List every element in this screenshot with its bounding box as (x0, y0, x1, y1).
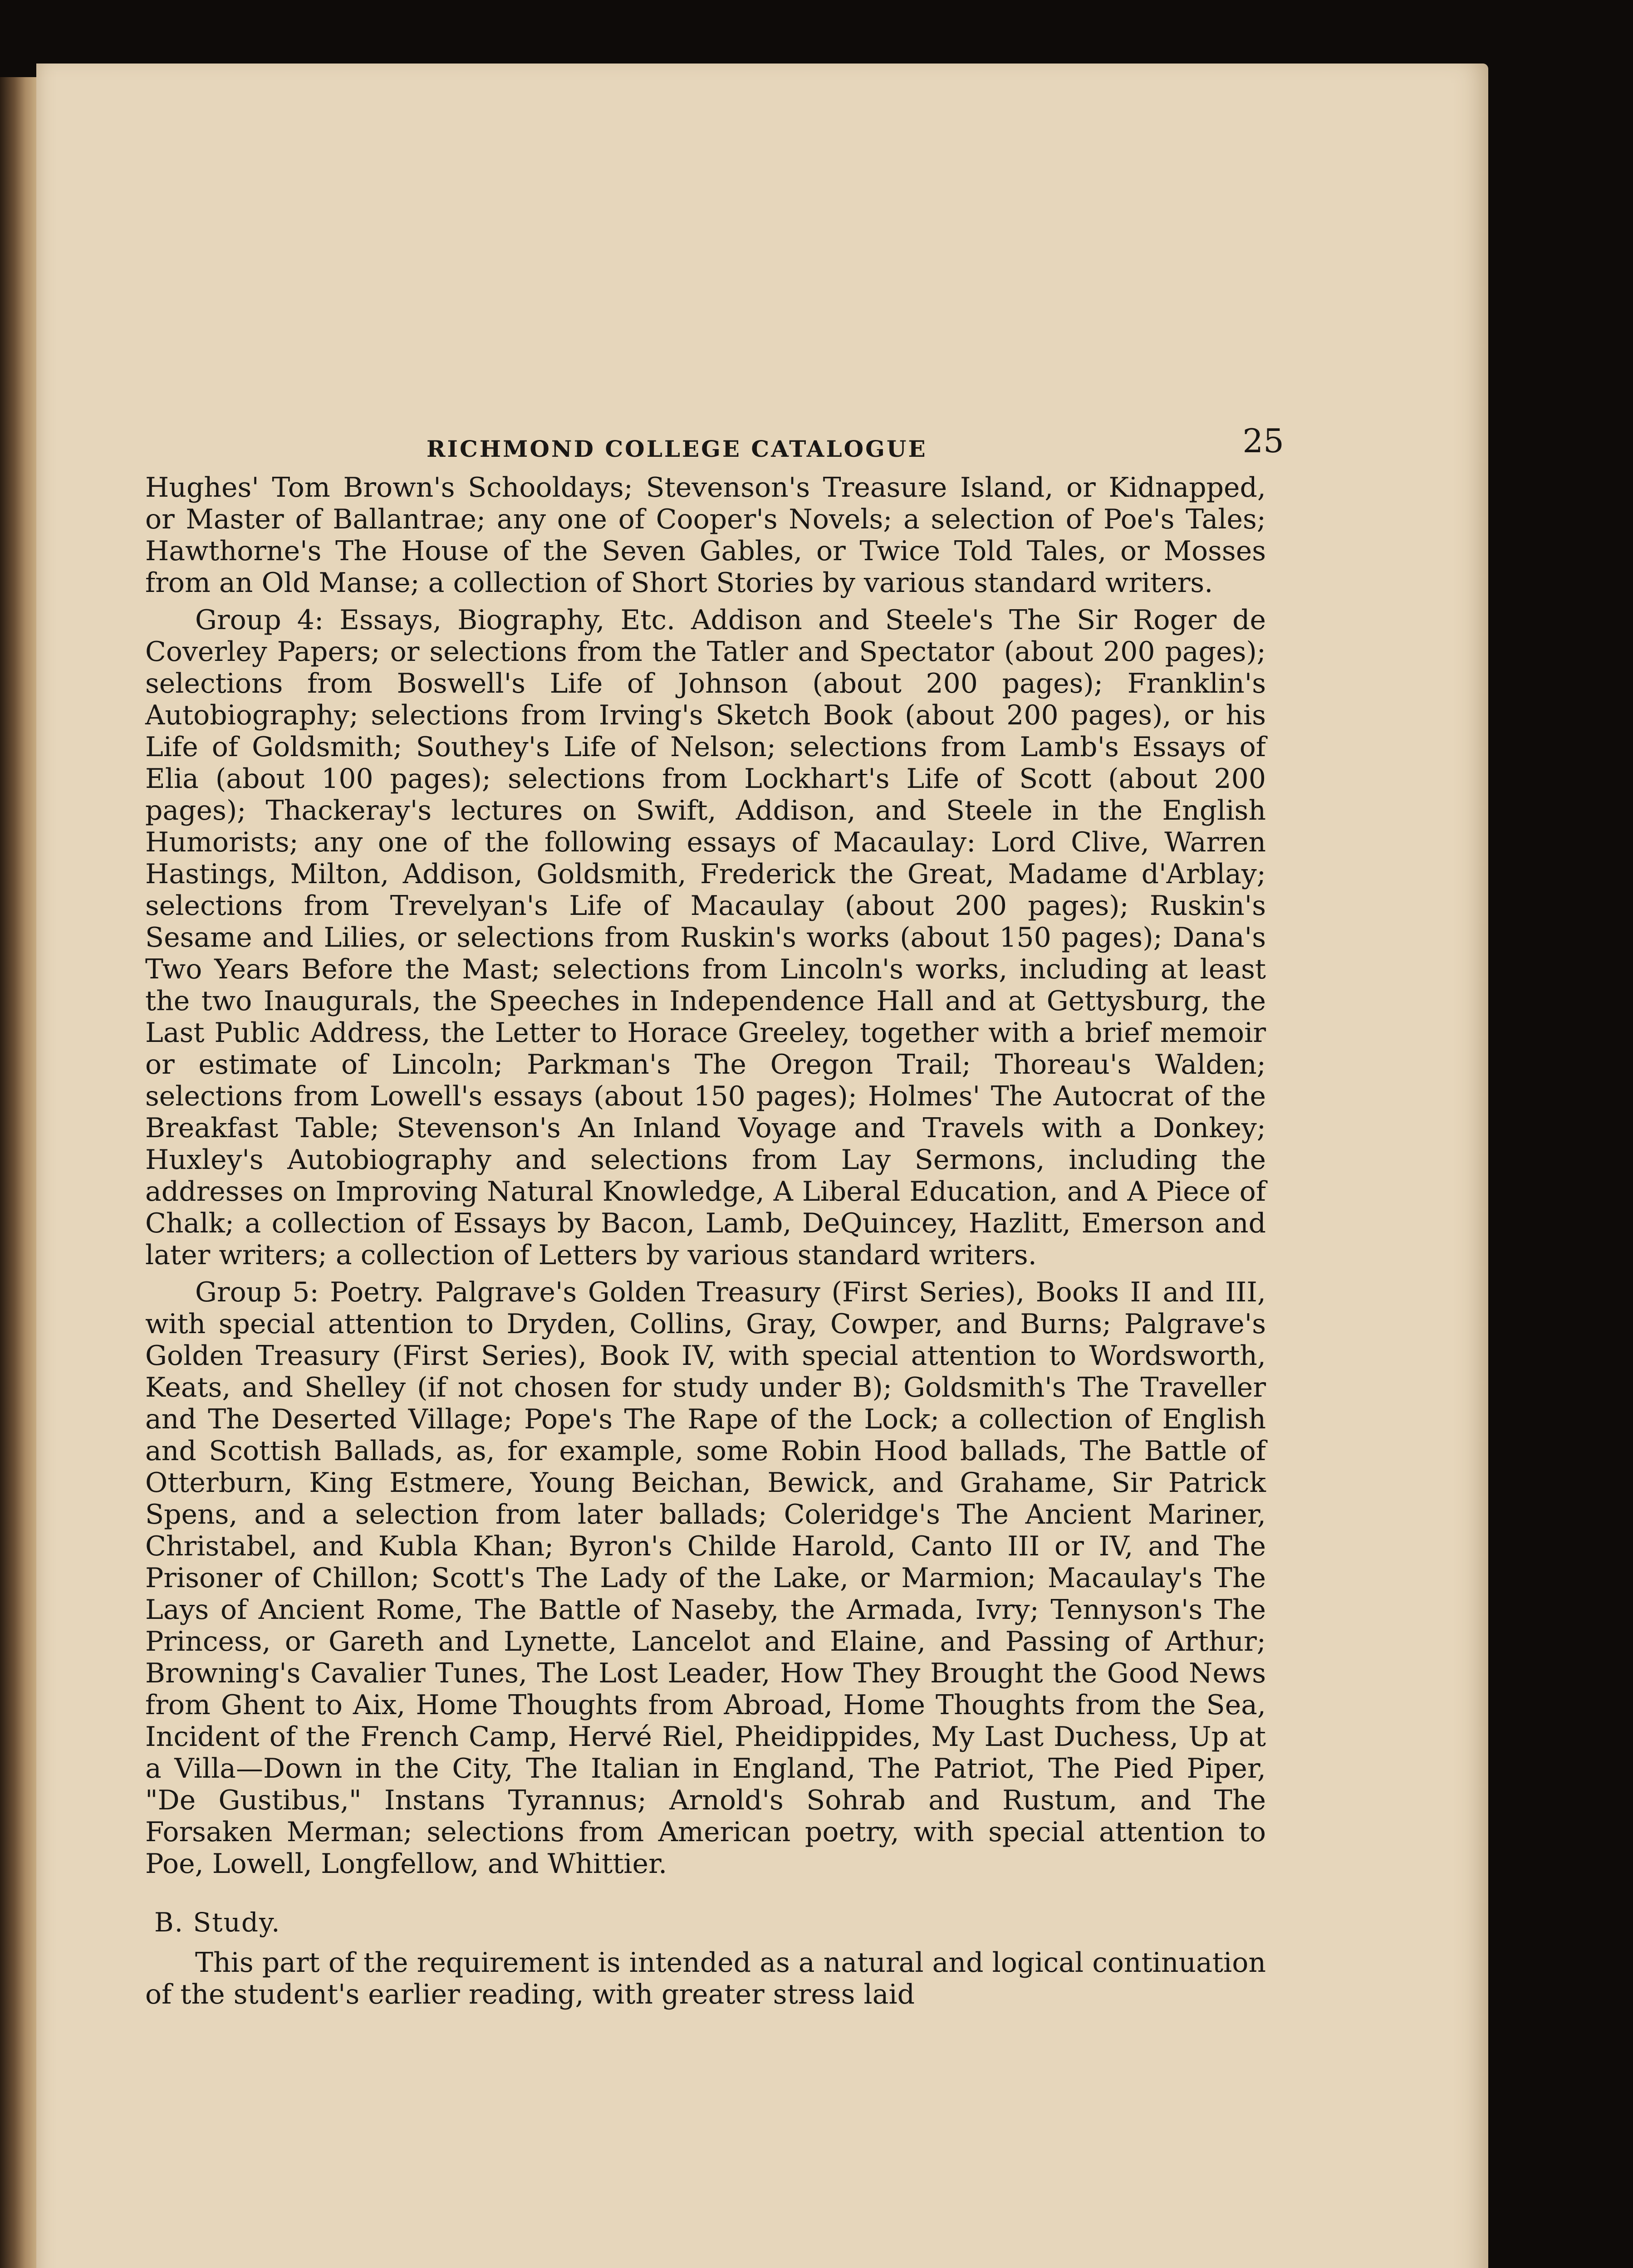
paragraph-section-b: This part of the requirement is intended as a natural and logical continuation of the student's earlier reading, with greater stress laid (145, 1947, 1266, 2010)
paragraph-group-4: Group 4: Essays, Biography, Etc. Addison and Steele's The Sir Roger de Coverley Papers; or selections from the Tatler and Spectator (about 200 pages); selections from Boswell's Life of Johnson (about 200 pages); Franklin's Autobiography; selections from Irving's Sketch Book (about 200 pages), or his Life of Goldsmith; Southey's Life of Nelson; selections from Lamb's Essays of Elia (about 100 pages); selections from Lockhart's Life of Scott (about 200 pages); Thackeray's lectures on Swift, Addison, and Steele in the English Humorists; any one of the following essays of Macaulay: Lord Clive, Warren Hastings, Milton, Addison, Goldsmith, Frederick the Great, Madame d'Arblay; selections from Trevelyan's Life of Macaulay (about 200 pages); Ruskin's Sesame and Lilies, or selections from Ruskin's works (about 150 pages); Dana's Two Years Before the Mast; selections from Lincoln's works, including at least the two Inaugurals, the Speeches in Independence Hall and at Gettysburg, the Last Public Address, the Letter to Horace Greeley, together with a brief memoir or estimate of Lincoln; Parkman's The Oregon Trail; Thoreau's Walden; selections from Lowell's essays (about 150 pages); Holmes' The Autocrat of the Breakfast Table; Stevenson's An Inland Voyage and Travels with a Donkey; Huxley's Autobiography and selections from Lay Sermons, including the addresses on Improving Natural Knowledge, A Liberal Education, and A Piece of Chalk; a collection of Essays by Bacon, Lamb, DeQuincey, Hazlitt, Emerson and later writers; a collection of Letters by various standard writers. (145, 604, 1266, 1271)
page-content (145, 363, 1284, 2010)
paragraph-intro: Hughes' Tom Brown's Schooldays; Stevenson's Treasure Island, or Kidnapped, or Master of Ballantrae; any one of Cooper's Novels; a selection of Poe's Tales; Hawthorne's The House of the Seven Gables, or Twice Told Tales, or Mosses from an Old Manse; a collection of Short Stories by various standard writers. (145, 472, 1266, 599)
page-number: 25 (1242, 422, 1284, 460)
page (36, 64, 1488, 2268)
page-header (145, 363, 1284, 472)
paragraph-group-5: Group 5: Poetry. Palgrave's Golden Treasury (First Series), Books II and III, with special attention to Dryden, Collins, Gray, Cowper, and Burns; Palgrave's Golden Treasury (First Series), Book IV, with special attention to Wordsworth, Keats, and Shelley (if not chosen for study under B); Goldsmith's The Traveller and The Deserted Village; Pope's The Rape of the Lock; a collection of English and Scottish Ballads, as, for example, some Robin Hood ballads, The Battle of Otterburn, King Estmere, Young Beichan, Bewick, and Grahame, Sir Patrick Spens, and a selection from later ballads; Coleridge's The Ancient Mariner, Christabel, and Kubla Khan; Byron's Childe Harold, Canto III or IV, and The Prisoner of Chillon; Scott's The Lady of the Lake, or Marmion; Macaulay's The Lays of Ancient Rome, The Battle of Naseby, the Armada, Ivry; Tennyson's The Princess, or Gareth and Lynette, Lancelot and Elaine, and Passing of Arthur; Browning's Cavalier Tunes, The Lost Leader, How They Brought the Good News from Ghent to Aix, Home Thoughts from Abroad, Home Thoughts from the Sea, Incident of the French Camp, Hervé Riel, Pheidippides, My Last Duchess, Up at a Villa—Down in the City, The Italian in England, The Patriot, The Pied Piper, "De Gustibus," Instans Tyrannus; Arnold's Sohrab and Rustum, and The Forsaken Merman; selections from American poetry, with special attention to Poe, Lowell, Longfellow, and Whittier. (145, 1276, 1266, 1880)
book-spine (0, 77, 36, 2268)
section-b-heading: B. Study. (154, 1907, 281, 1938)
running-head: RICHMOND COLLEGE CATALOGUE (427, 435, 927, 462)
